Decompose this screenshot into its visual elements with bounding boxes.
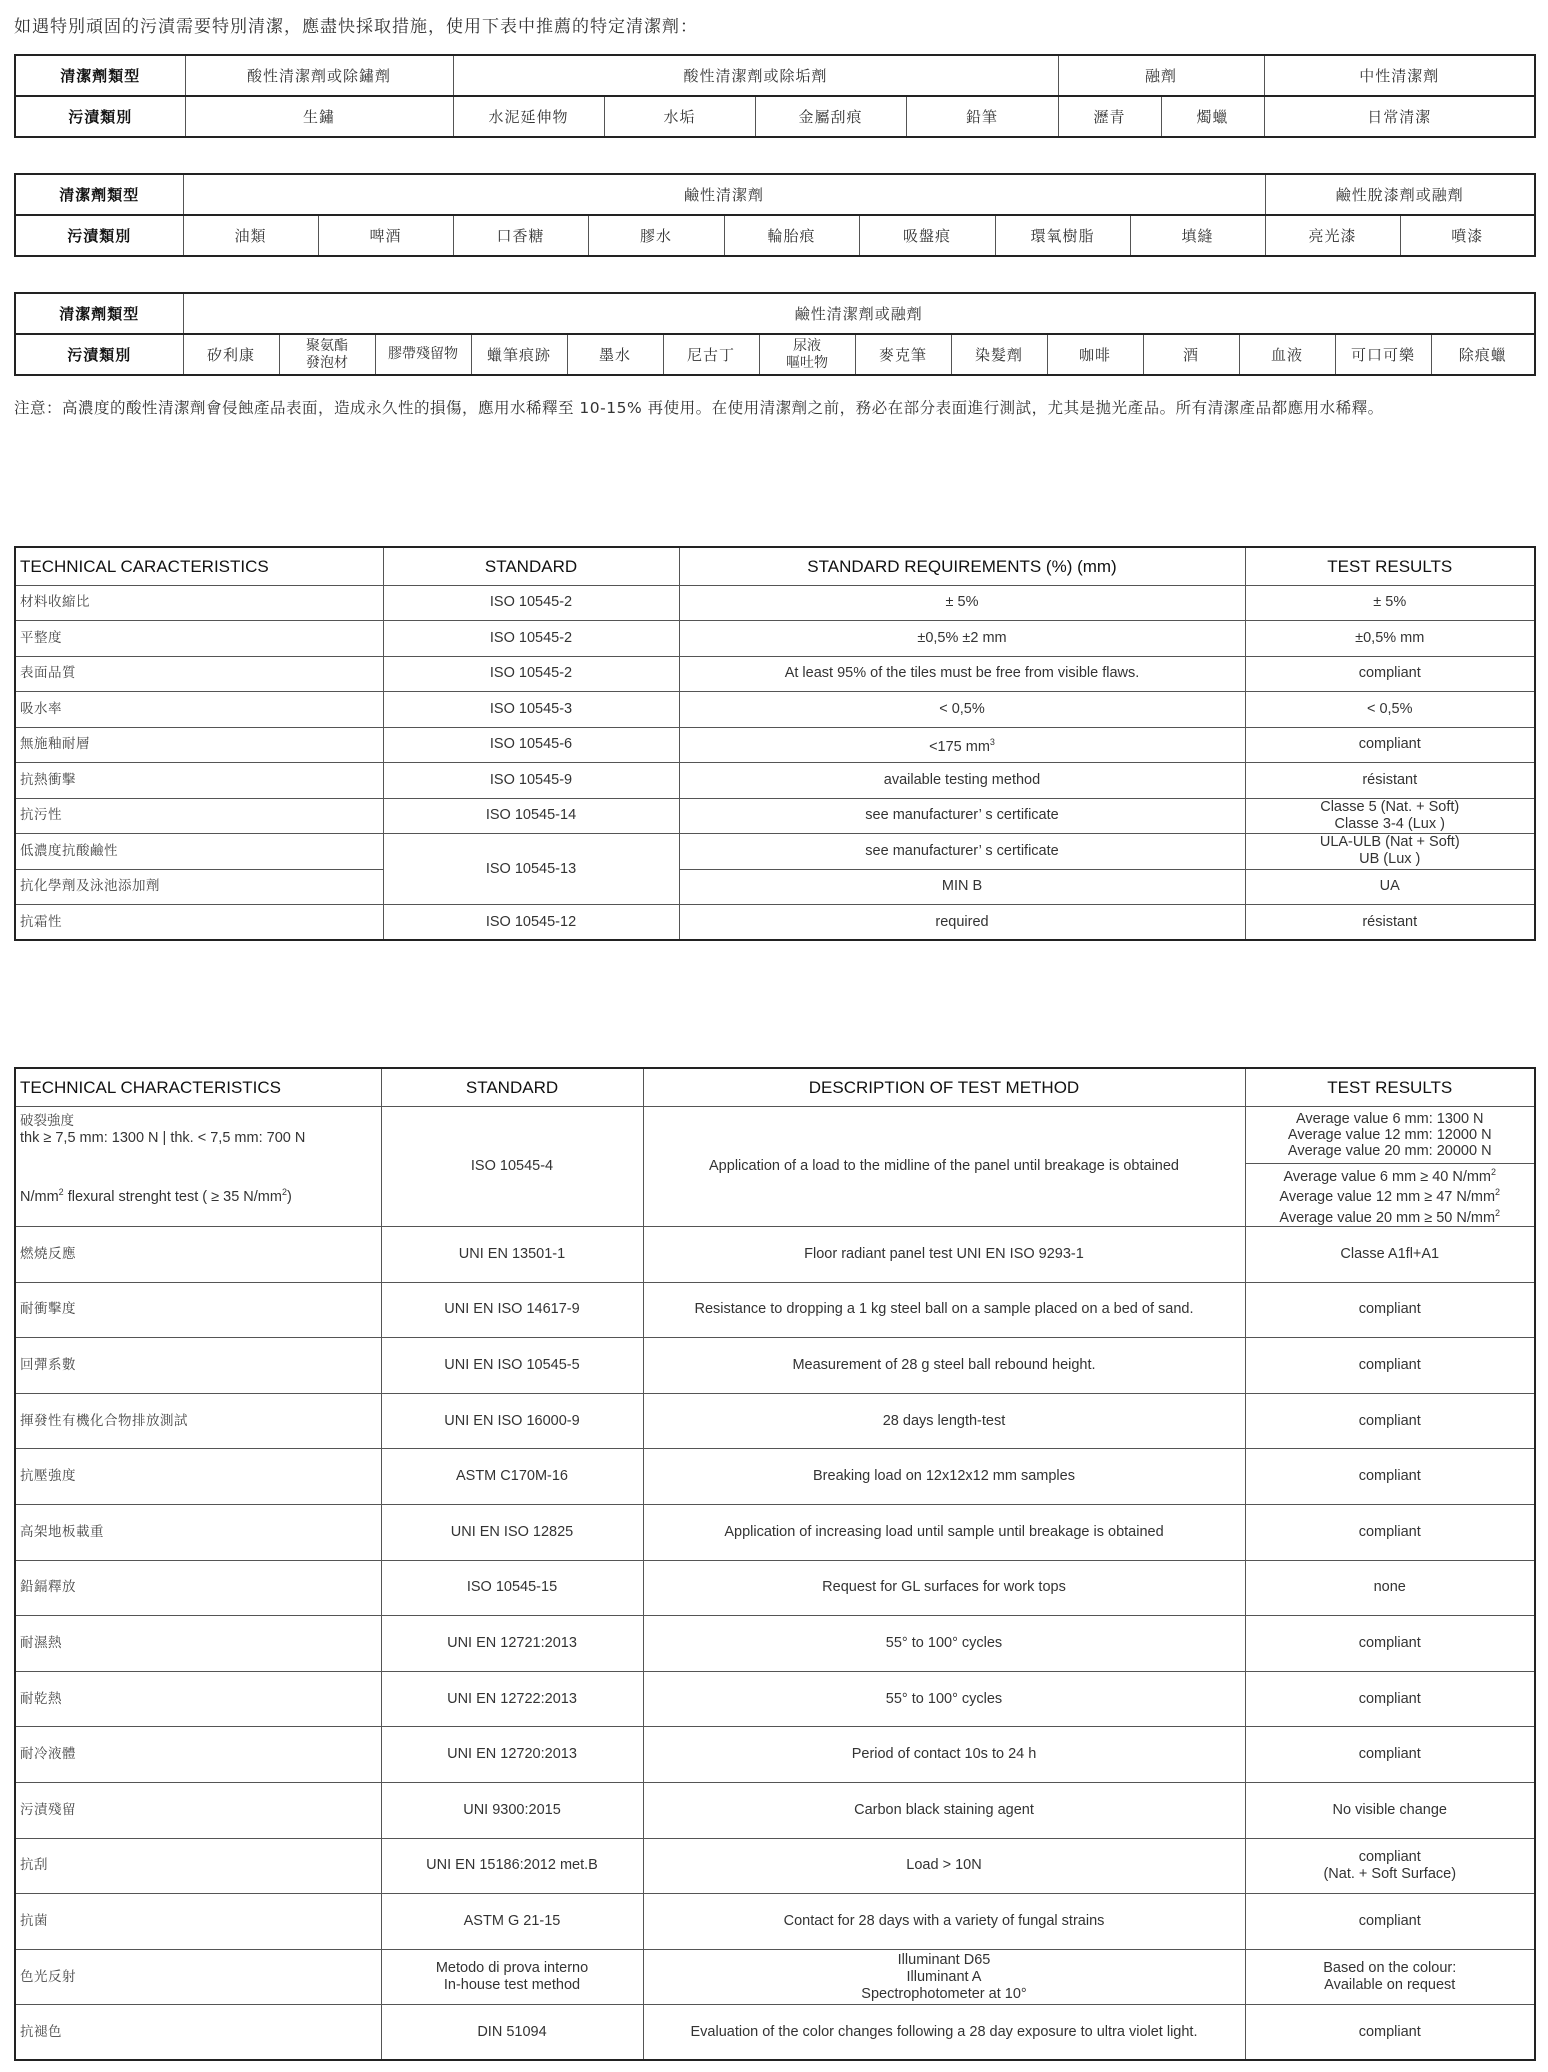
row-standard: ISO 10545-9: [383, 763, 679, 799]
row-standard: UNI EN 12721:2013: [381, 1616, 643, 1672]
row-result: Average value 6 mm: 1300 N Average value 12 mm: 12000 N Average value 20 mm: 20000 N: [1245, 1106, 1535, 1163]
stain-type: 噴漆: [1400, 215, 1535, 256]
stain-type: 墨水: [567, 334, 663, 375]
row-name: 平整度: [15, 621, 383, 657]
technical-table-1: [14, 546, 1536, 941]
row-result: ULA-ULB (Nat + Soft) UB (Lux ): [1245, 834, 1535, 870]
row-standard: ISO 10545-13: [383, 834, 679, 905]
row-standard: ISO 10545-2: [383, 621, 679, 657]
row-result: résistant: [1245, 763, 1535, 799]
column-header: TEST RESULTS: [1245, 547, 1535, 585]
stain-type: 水垢: [604, 96, 755, 137]
row-result: UA: [1245, 869, 1535, 905]
cleaner-type: 鹼性清潔劑或融劑: [183, 293, 1535, 334]
stain-type: 膠帶殘留物: [375, 334, 471, 375]
row-result: compliant: [1245, 1449, 1535, 1505]
stain-type: 填縫: [1130, 215, 1265, 256]
stain-type: 環氧樹脂: [995, 215, 1130, 256]
row-name-zh: 破裂強度: [20, 1112, 74, 1129]
cleaner-type: 融劑: [1058, 55, 1264, 96]
stain-type: 口香糖: [453, 215, 588, 256]
stain-type-label: 污漬類別: [15, 96, 185, 137]
stain-type: 金屬刮痕: [755, 96, 906, 137]
result-line: Average value 12 mm ≥ 47 N/mm: [1279, 1189, 1496, 1206]
stain-type: 尿液 嘔吐物: [759, 334, 855, 375]
row-standard: UNI EN ISO 12825: [381, 1504, 643, 1560]
stain-type: 染髮劑: [951, 334, 1047, 375]
row-standard: ISO 10545-12: [383, 905, 679, 941]
flex-text: N/mm: [20, 1188, 59, 1205]
row-name: 耐冷液體: [15, 1727, 381, 1783]
row-standard: UNI EN 12720:2013: [381, 1727, 643, 1783]
row-name: 抗壓強度: [15, 1449, 381, 1505]
row-standard: ISO 10545-2: [383, 656, 679, 692]
row-name: 揮發性有機化合物排放測試: [15, 1393, 381, 1449]
stain-type-label: 污漬類別: [15, 334, 183, 375]
column-header: TECHNICAL CHARACTERISTICS: [15, 1068, 381, 1106]
table-row: [15, 905, 1535, 941]
table-row: [15, 869, 1535, 905]
result-superscript: 2: [1491, 1166, 1497, 1177]
row-name: 抗刮: [15, 1838, 381, 1894]
column-header: TECHNICAL CARACTERISTICS: [15, 547, 383, 585]
table-row: [15, 1449, 1535, 1505]
row-standard: ISO 10545-15: [381, 1560, 643, 1616]
stain-type: 酒: [1143, 334, 1239, 375]
row-name-flex: [15, 1163, 381, 1226]
flex-text: ): [286, 1188, 292, 1205]
row-name: 耐濕熱: [15, 1616, 381, 1672]
row-result: ± 5%: [1245, 585, 1535, 621]
row-description: Period of contact 10s to 24 h: [643, 1727, 1245, 1783]
row-name: 低濃度抗酸鹼性: [15, 834, 383, 870]
row-result: compliant: [1245, 727, 1535, 763]
row-name: 污漬殘留: [15, 1782, 381, 1838]
cleaner-type: 鹼性脫漆劑或融劑: [1265, 174, 1535, 215]
table-row: [15, 1671, 1535, 1727]
row-standard: UNI EN ISO 10545-5: [381, 1338, 643, 1394]
column-header: DESCRIPTION OF TEST METHOD: [643, 1068, 1245, 1106]
row-name: 抗褪色: [15, 2005, 381, 2061]
row-standard: ISO 10545-14: [383, 798, 679, 834]
row-result: < 0,5%: [1245, 692, 1535, 728]
table-row: [15, 692, 1535, 728]
stain-type: 燭蠟: [1161, 96, 1264, 137]
table-row: [15, 1560, 1535, 1616]
row-name: 色光反射: [15, 1949, 381, 2005]
row-name: [15, 1106, 381, 1163]
row-description: Contact for 28 days with a variety of fungal strains: [643, 1894, 1245, 1950]
row-result: ±0,5% mm: [1245, 621, 1535, 657]
row-name: 耐乾熱: [15, 1671, 381, 1727]
row-requirement: [679, 727, 1245, 763]
row-result: compliant: [1245, 1504, 1535, 1560]
stain-type: 日常清潔: [1264, 96, 1535, 137]
stain-type: 咖啡: [1047, 334, 1143, 375]
row-result: Classe A1fl+A1: [1245, 1226, 1535, 1282]
table-row: [15, 1106, 1535, 1163]
stain-type: 膠水: [588, 215, 724, 256]
row-name: 燃燒反應: [15, 1226, 381, 1282]
stain-type: 麥克筆: [855, 334, 951, 375]
row-standard: UNI EN ISO 14617-9: [381, 1282, 643, 1338]
row-requirement: ±0,5% ±2 mm: [679, 621, 1245, 657]
stain-type: 矽利康: [183, 334, 279, 375]
row-name: 耐衝擊度: [15, 1282, 381, 1338]
row-name: 材料收縮比: [15, 585, 383, 621]
column-header: STANDARD: [381, 1068, 643, 1106]
table-row: [15, 1282, 1535, 1338]
flex-superscript: 2: [281, 1186, 287, 1197]
row-name: 無施釉耐層: [15, 727, 383, 763]
row-description: 55° to 100° cycles: [643, 1671, 1245, 1727]
row-description: Evaluation of the color changes following a 28 day exposure to ultra violet light.: [643, 2005, 1245, 2061]
stain-type: 啤酒: [318, 215, 453, 256]
row-result: Based on the colour: Available on request: [1245, 1949, 1535, 2005]
stain-type: 尼古丁: [663, 334, 759, 375]
table-row: [15, 727, 1535, 763]
table-row: [15, 2005, 1535, 2061]
row-standard: ISO 10545-2: [383, 585, 679, 621]
row-description: Carbon black staining agent: [643, 1782, 1245, 1838]
table-row: [15, 1504, 1535, 1560]
row-standard: Metodo di prova interno In-house test method: [381, 1949, 643, 2005]
row-standard: ISO 10545-4: [381, 1106, 643, 1226]
row-result: compliant: [1245, 1282, 1535, 1338]
stain-type: 油類: [183, 215, 318, 256]
result-line: Average value 20 mm ≥ 50 N/mm: [1279, 1209, 1496, 1226]
flex-text: flexural strenght test ( ≥ 35 N/mm: [63, 1188, 282, 1205]
row-description: Request for GL surfaces for work tops: [643, 1560, 1245, 1616]
result-line: Average value 6 mm ≥ 40 N/mm: [1283, 1168, 1492, 1185]
table-row: [15, 1949, 1535, 2005]
flex-superscript: 2: [58, 1186, 64, 1197]
cleaning-table-2: [14, 173, 1536, 257]
row-result: none: [1245, 1560, 1535, 1616]
row-description: Load > 10N: [643, 1838, 1245, 1894]
table-row: [15, 621, 1535, 657]
row-name: 高架地板載重: [15, 1504, 381, 1560]
row-description: Application of a load to the midline of the panel until breakage is obtained: [643, 1106, 1245, 1226]
row-standard: UNI 9300:2015: [381, 1782, 643, 1838]
stain-type: 輪胎痕: [724, 215, 859, 256]
row-result: Classe 5 (Nat. + Soft) Classe 3-4 (Lux ): [1245, 798, 1535, 834]
table-row: [15, 1782, 1535, 1838]
table-row: [15, 1838, 1535, 1894]
row-name: 回彈系數: [15, 1338, 381, 1394]
row-standard: UNI EN 13501-1: [381, 1226, 643, 1282]
stain-type: 瀝青: [1058, 96, 1161, 137]
stain-type: 亮光漆: [1265, 215, 1400, 256]
row-name: 抗污性: [15, 798, 383, 834]
row-description: Resistance to dropping a 1 kg steel ball on a sample placed on a bed of sand.: [643, 1282, 1245, 1338]
table-row: [15, 1894, 1535, 1950]
row-description: 55° to 100° cycles: [643, 1616, 1245, 1672]
row-result: No visible change: [1245, 1782, 1535, 1838]
row-name: 表面品質: [15, 656, 383, 692]
cleaning-table-3: [14, 292, 1536, 376]
row-standard: ISO 10545-3: [383, 692, 679, 728]
row-requirement: ± 5%: [679, 585, 1245, 621]
row-requirement: MIN B: [679, 869, 1245, 905]
cleaning-table-1: [14, 54, 1536, 138]
row-standard: UNI EN ISO 16000-9: [381, 1393, 643, 1449]
row-result: compliant: [1245, 1338, 1535, 1394]
row-result: compliant: [1245, 1671, 1535, 1727]
row-standard: DIN 51094: [381, 2005, 643, 2061]
row-description: Illuminant D65 Illuminant A Spectrophotometer at 10°: [643, 1949, 1245, 2005]
row-result: compliant (Nat. + Soft Surface): [1245, 1838, 1535, 1894]
cleaner-type: 酸性清潔劑或除垢劑: [453, 55, 1058, 96]
stain-type: 吸盤痕: [859, 215, 995, 256]
stain-type: 聚氨酯 發泡材: [279, 334, 375, 375]
table-row: [15, 1393, 1535, 1449]
cleaner-type-label: 清潔劑類型: [15, 55, 185, 96]
stain-type: 生鏽: [185, 96, 453, 137]
row-result: compliant: [1245, 2005, 1535, 2061]
row-name: 鉛鎘釋放: [15, 1560, 381, 1616]
cleaner-type-label: 清潔劑類型: [15, 174, 183, 215]
table-row: [15, 834, 1535, 870]
table-row: [15, 1226, 1535, 1282]
row-standard: ASTM C170M-16: [381, 1449, 643, 1505]
row-result: [1245, 1163, 1535, 1226]
row-name: 抗熱衝擊: [15, 763, 383, 799]
row-requirement: see manufacturer’ s certificate: [679, 798, 1245, 834]
row-result: compliant: [1245, 1894, 1535, 1950]
stain-type: 鉛筆: [906, 96, 1058, 137]
row-requirement: At least 95% of the tiles must be free from visible flaws.: [679, 656, 1245, 692]
row-name: 抗霜性: [15, 905, 383, 941]
cleaner-type: 鹼性清潔劑: [183, 174, 1265, 215]
row-standard: UNI EN 12722:2013: [381, 1671, 643, 1727]
row-standard: UNI EN 15186:2012 met.B: [381, 1838, 643, 1894]
row-description: Application of increasing load until sample until breakage is obtained: [643, 1504, 1245, 1560]
table-row: [15, 1338, 1535, 1394]
table-row: [15, 1727, 1535, 1783]
stain-type: 蠟筆痕跡: [471, 334, 567, 375]
row-description: Breaking load on 12x12x12 mm samples: [643, 1449, 1245, 1505]
stain-type: 血液: [1239, 334, 1335, 375]
row-description: Floor radiant panel test UNI EN ISO 9293-1: [643, 1226, 1245, 1282]
row-standard: ASTM G 21-15: [381, 1894, 643, 1950]
row-result: compliant: [1245, 1393, 1535, 1449]
column-header: TEST RESULTS: [1245, 1068, 1535, 1106]
row-result: résistant: [1245, 905, 1535, 941]
technical-table-2: [14, 1067, 1536, 2061]
table-row: [15, 656, 1535, 692]
table-row: [15, 1616, 1535, 1672]
table-row: [15, 763, 1535, 799]
cleaner-type: 中性清潔劑: [1264, 55, 1535, 96]
row-result: compliant: [1245, 1616, 1535, 1672]
row-requirement: see manufacturer’ s certificate: [679, 834, 1245, 870]
stain-type-label: 污漬類別: [15, 215, 183, 256]
result-superscript: 2: [1495, 1208, 1501, 1219]
row-requirement: < 0,5%: [679, 692, 1245, 728]
column-header: STANDARD: [383, 547, 679, 585]
result-superscript: 2: [1495, 1187, 1501, 1198]
row-requirement: available testing method: [679, 763, 1245, 799]
row-result: compliant: [1245, 1727, 1535, 1783]
table-row: [15, 585, 1535, 621]
row-name: 吸水率: [15, 692, 383, 728]
row-description: 28 days length-test: [643, 1393, 1245, 1449]
column-header: STANDARD REQUIREMENTS (%) (mm): [679, 547, 1245, 585]
table-row: [15, 798, 1535, 834]
cleaner-type-label: 清潔劑類型: [15, 293, 183, 334]
requirement-superscript: 3: [989, 736, 995, 747]
row-standard: ISO 10545-6: [383, 727, 679, 763]
row-description: Measurement of 28 g steel ball rebound height.: [643, 1338, 1245, 1394]
row-name-thk: thk ≥ 7,5 mm: 1300 N | thk. < 7,5 mm: 700 N: [20, 1129, 306, 1146]
stain-type: 可口可樂: [1335, 334, 1431, 375]
note-text: 注意：高濃度的酸性清潔劑會侵蝕產品表面，造成永久性的損傷，應用水稀釋至 10-15% 再使用。在使用清潔劑之前，務必在部分表面進行測試，尤其是拋光產品。所有清潔產品都應用水稀釋。: [14, 399, 1384, 417]
row-name: 抗化學劑及泳池添加劑: [15, 869, 383, 905]
cleaner-type: 酸性清潔劑或除鏽劑: [185, 55, 453, 96]
stain-type: 水泥延伸物: [453, 96, 604, 137]
intro-text: 如遇特別頑固的污漬需要特別清潔，應盡快採取措施，使用下表中推薦的特定清潔劑：: [14, 17, 698, 37]
row-name: 抗菌: [15, 1894, 381, 1950]
row-result: compliant: [1245, 656, 1535, 692]
stain-type: 除痕蠟: [1431, 334, 1535, 375]
row-requirement: required: [679, 905, 1245, 941]
requirement-text: <175 mm: [929, 738, 990, 755]
